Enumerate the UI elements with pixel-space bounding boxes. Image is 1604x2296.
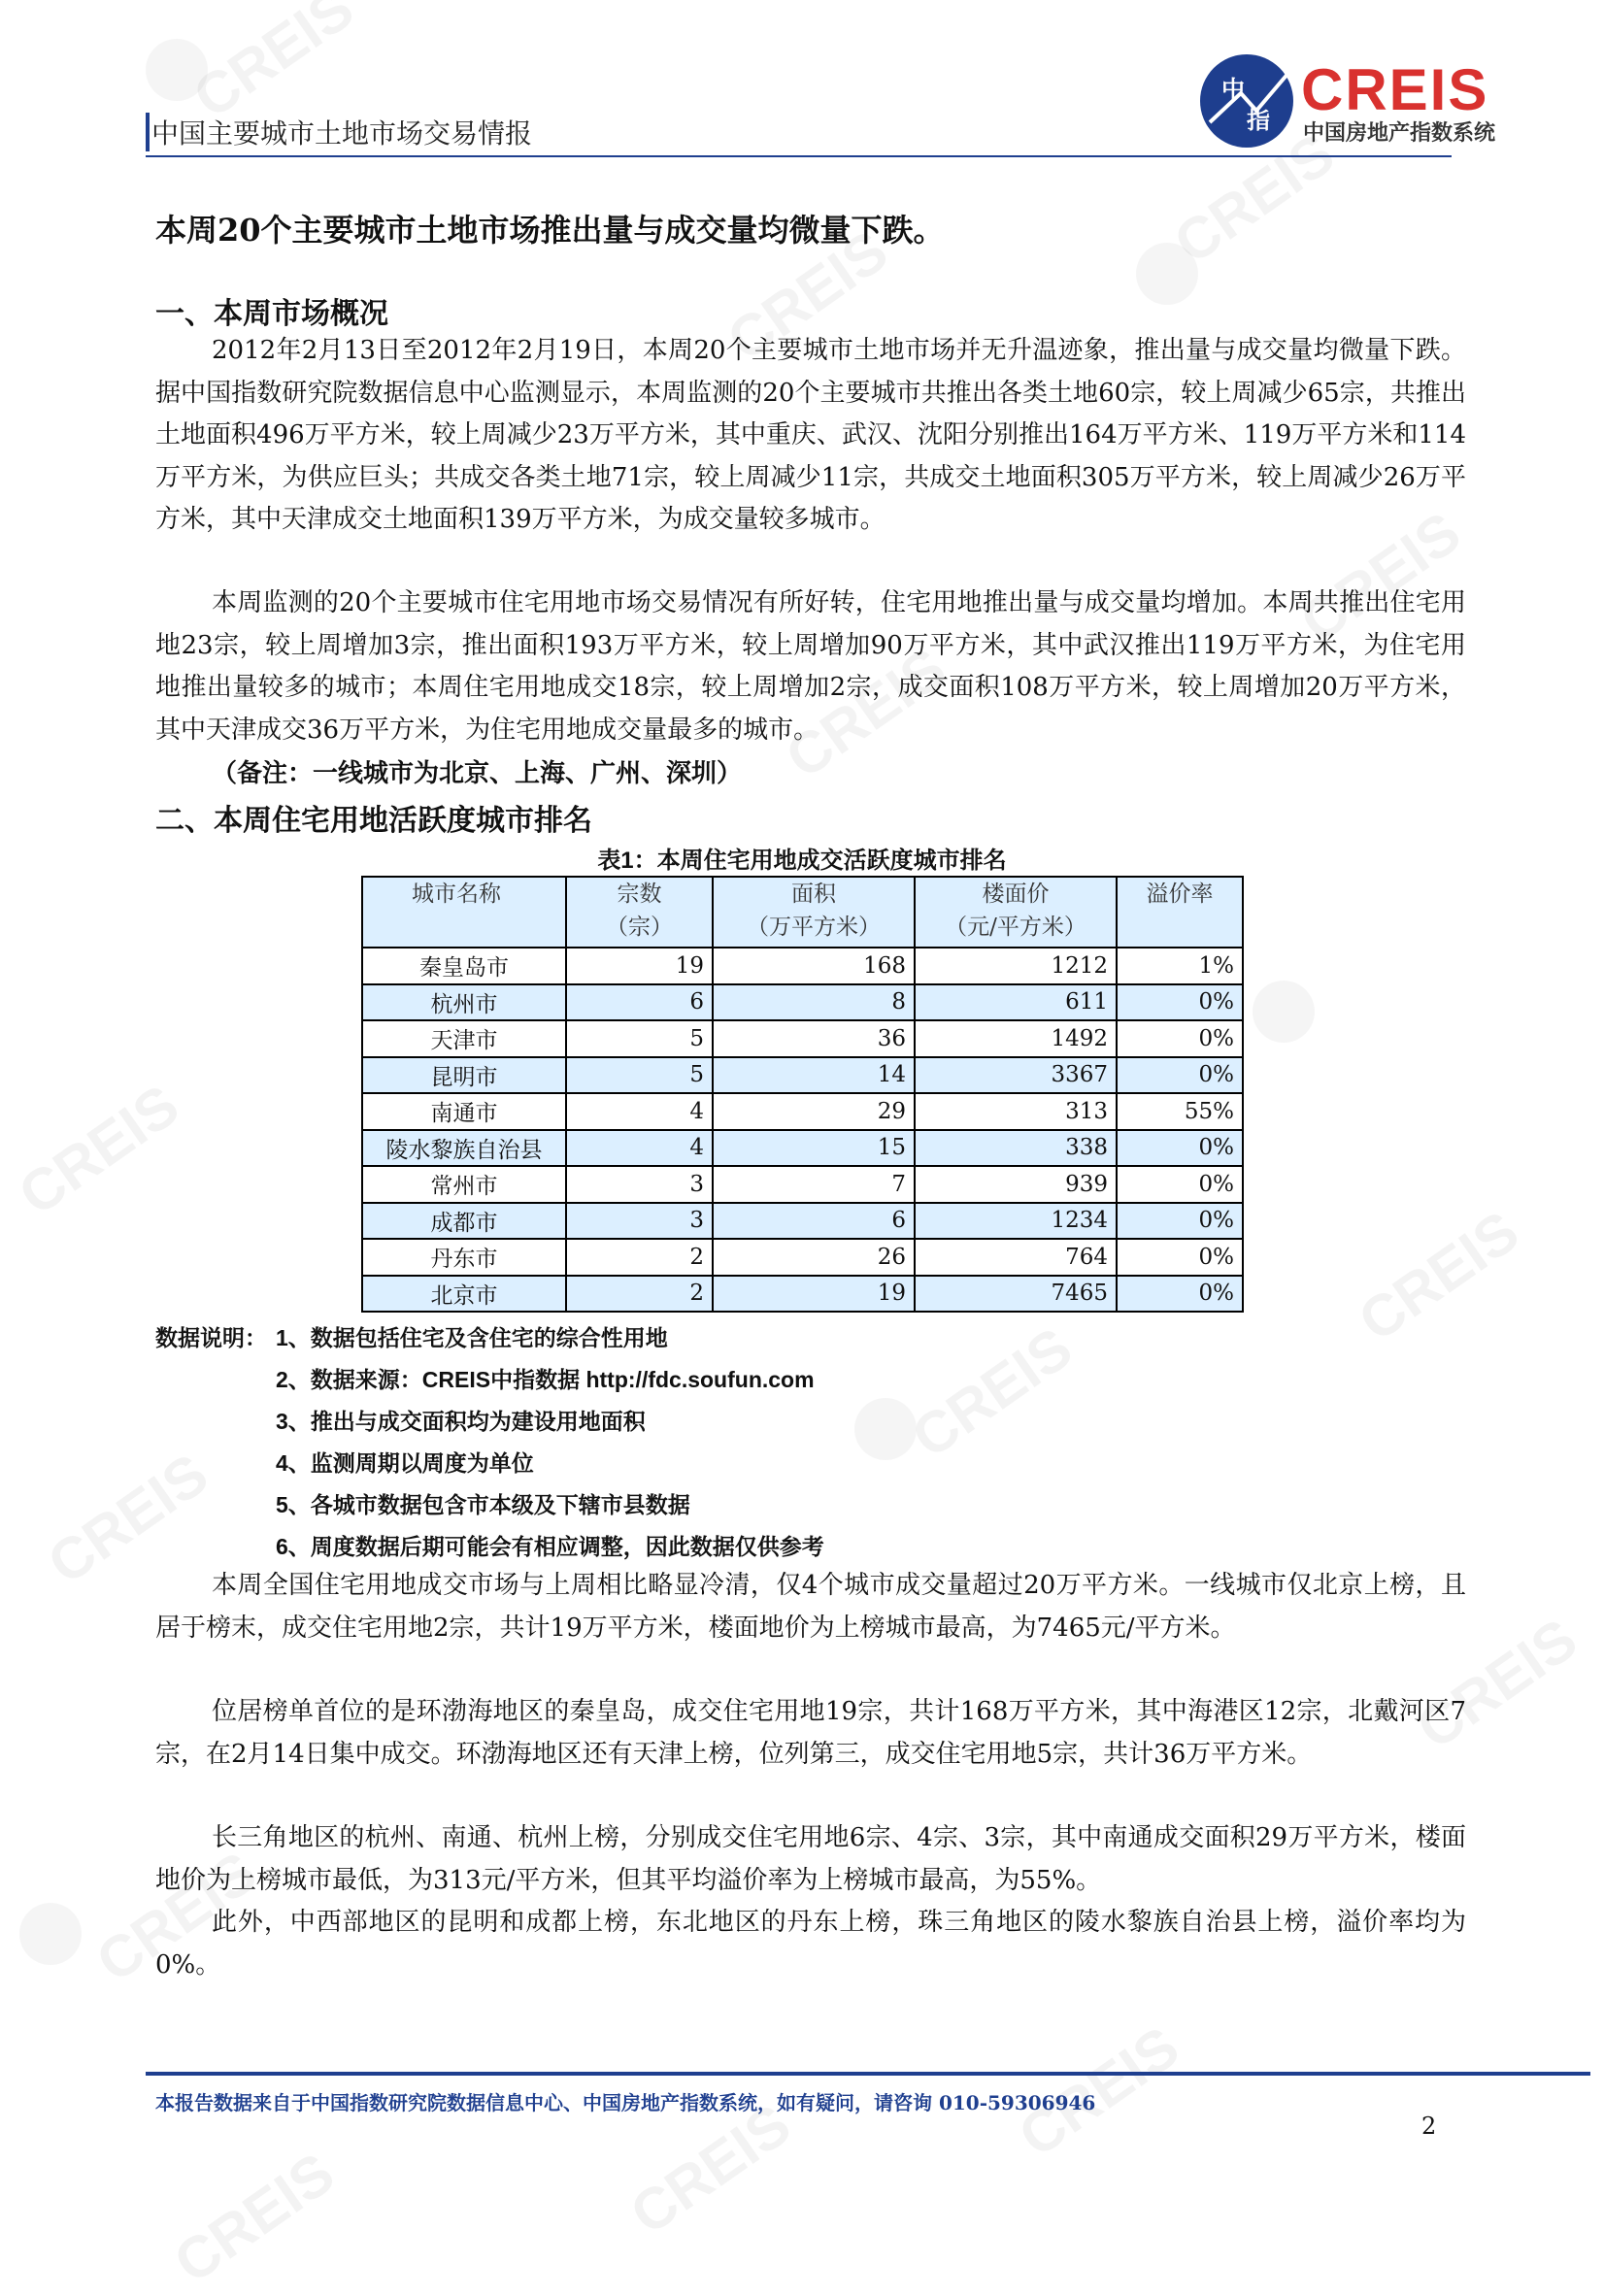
table-cell: 0% xyxy=(1117,984,1243,1021)
column-header: 面积 （万平方米） xyxy=(713,877,915,948)
table-cell: 1234 xyxy=(915,1203,1117,1240)
table-cell: 29 xyxy=(713,1093,915,1130)
city-name-cell: 成都市 xyxy=(362,1203,566,1240)
column-header: 溢价率 xyxy=(1117,877,1243,948)
data-note: 3、推出与成交面积均为建设用地面积 xyxy=(276,1409,646,1434)
watermark-logo-icon xyxy=(146,39,208,101)
column-header: 城市名称 xyxy=(362,877,566,948)
page-number: 2 xyxy=(1421,2113,1437,2140)
table-cell: 19 xyxy=(566,948,713,984)
column-header: 宗数 （宗） xyxy=(566,877,713,948)
table-cell: 0% xyxy=(1117,1130,1243,1167)
city-name-cell: 南通市 xyxy=(362,1093,566,1130)
logo-glyph: 中 xyxy=(1221,75,1245,103)
table-cell: 2 xyxy=(566,1239,713,1276)
table-cell: 3367 xyxy=(915,1057,1117,1094)
logo-wordmark: CREIS xyxy=(1301,57,1489,122)
watermark-logo-icon xyxy=(1136,243,1198,305)
table-row xyxy=(362,948,1243,984)
city-name-cell: 丹东市 xyxy=(362,1239,566,1276)
table-cell: 6 xyxy=(713,1203,915,1240)
table-caption: 表1：本周住宅用地成交活跃度城市排名 xyxy=(597,848,1007,874)
creis-logo xyxy=(1200,50,1520,148)
note-text: （备注：一线城市为北京、上海、广州、深圳） xyxy=(212,759,743,788)
table-row xyxy=(362,1130,1243,1167)
table-cell: 0% xyxy=(1117,1057,1243,1094)
table-cell: 5 xyxy=(566,1057,713,1094)
table-cell: 313 xyxy=(915,1093,1117,1130)
watermark-logo-icon xyxy=(1253,981,1315,1043)
table-cell: 15 xyxy=(713,1130,915,1167)
table-header-row xyxy=(362,877,1243,948)
footer-divider xyxy=(146,2072,1590,2076)
header-accent-bar xyxy=(146,113,150,151)
table-cell: 1% xyxy=(1117,948,1243,984)
data-note: 1、数据包括住宅及含住宅的综合性用地 xyxy=(276,1325,668,1350)
table-cell: 0% xyxy=(1117,1166,1243,1203)
table-cell: 1492 xyxy=(915,1020,1117,1057)
table-cell: 338 xyxy=(915,1130,1117,1167)
table-cell: 7465 xyxy=(915,1276,1117,1313)
table-row xyxy=(362,984,1243,1021)
table-cell: 36 xyxy=(713,1020,915,1057)
table-cell: 3 xyxy=(566,1203,713,1240)
logo-emblem-icon xyxy=(1200,54,1293,148)
city-name-cell: 秦皇岛市 xyxy=(362,948,566,984)
table-cell: 5 xyxy=(566,1020,713,1057)
data-note: 5、各城市数据包含市本级及下辖市县数据 xyxy=(276,1492,690,1517)
table-cell: 2 xyxy=(566,1276,713,1313)
table-row xyxy=(362,1276,1243,1313)
table-cell: 55% xyxy=(1117,1093,1243,1130)
table-cell: 0% xyxy=(1117,1020,1243,1057)
table-cell: 19 xyxy=(713,1276,915,1313)
watermark xyxy=(900,1314,1085,1472)
city-name-cell: 常州市 xyxy=(362,1166,566,1203)
watermark xyxy=(162,2140,347,2296)
section-heading: 二、本周住宅用地活跃度城市排名 xyxy=(155,804,592,838)
logo-subtitle: 中国房地产指数系统 xyxy=(1303,120,1496,145)
table-cell: 611 xyxy=(915,984,1117,1021)
logo-glyph: 指 xyxy=(1247,106,1270,134)
table-cell: 26 xyxy=(713,1239,915,1276)
city-name-cell: 天津市 xyxy=(362,1020,566,1057)
table-cell: 0% xyxy=(1117,1203,1243,1240)
paragraph: 长三角地区的杭州、南通、杭州上榜，分别成交住宅用地6宗、4宗、3宗，其中南通成交面积29万平方米，楼面地价为上榜城市最低，为313元/平方米，但其平均溢价率为上榜城市最高，为55%。 xyxy=(155,1823,1466,1895)
column-header: 楼面价 （元/平方米） xyxy=(915,877,1117,948)
table-row xyxy=(362,1203,1243,1240)
table-cell: 0% xyxy=(1117,1239,1243,1276)
data-note: 6、周度数据后期可能会有相应调整，因此数据仅供参考 xyxy=(276,1534,824,1559)
table-row xyxy=(362,1020,1243,1057)
header-divider xyxy=(146,155,1452,157)
table-row xyxy=(362,1239,1243,1276)
data-note: 2、数据来源：CREIS中指数据 http://fdc.soufun.com xyxy=(276,1367,815,1392)
watermark xyxy=(1347,1198,1531,1355)
table-cell: 7 xyxy=(713,1166,915,1203)
section-heading: 一、本周市场概况 xyxy=(155,297,388,331)
city-name-cell: 杭州市 xyxy=(362,984,566,1021)
city-ranking-table xyxy=(361,876,1244,1313)
table-cell: 3 xyxy=(566,1166,713,1203)
table-cell: 764 xyxy=(915,1239,1117,1276)
table-row xyxy=(362,1093,1243,1130)
report-title: 中国主要城市土地市场交易情报 xyxy=(151,117,533,150)
city-name-cell: 北京市 xyxy=(362,1276,566,1313)
table-cell: 8 xyxy=(713,984,915,1021)
paragraph: 位居榜单首位的是环渤海地区的秦皇岛，成交住宅用地19宗，共计168万平方米，其中海港区12宗，北戴河区7宗，在2月14日集中成交。环渤海地区还有天津上榜，位列第三，成交住宅用地5宗，共计36万平方米。 xyxy=(155,1697,1466,1769)
table-cell: 939 xyxy=(915,1166,1117,1203)
city-name-cell: 陵水黎族自治县 xyxy=(362,1130,566,1167)
table-cell: 1212 xyxy=(915,948,1117,984)
paragraph: 2012年2月13日至2012年2月19日，本周20个主要城市土地市场并无升温迹象，推出量与成交量均微量下跌。据中国指数研究院数据信息中心监测显示，本周监测的20个主要城市共推出各类土地60宗，较上周减少65宗，共推出土地面积496万平方米，较上周减少23万平方米，其中重庆、武汉、沈阳分别推出164万平方米、119万平方米和114万平方米，为供应巨头；共成交各类土地71宗，较上周减少11宗，共成交土地面积305万平方米，较上周减少26万平方米，其中天津成交土地面积139万平方米，为成交量较多城市。 xyxy=(155,336,1466,534)
paragraph: 本周监测的20个主要城市住宅用地市场交易情况有所好转，住宅用地推出量与成交量均增加。本周共推出住宅用地23宗，较上周增加3宗，推出面积193万平方米，较上周增加90万平方米，其中武汉推出119万平方米，为住宅用地推出量较多的城市；本周住宅用地成交18宗，较上周增加2宗，成交面积108万平方米，较上周增加20万平方米，其中天津成交36万平方米，为住宅用地成交量最多的城市。 xyxy=(155,588,1466,745)
table-cell: 0% xyxy=(1117,1276,1243,1313)
table-cell: 4 xyxy=(566,1130,713,1167)
table-cell: 14 xyxy=(713,1057,915,1094)
report-headline: 本周20个主要城市土地市场推出量与成交量均微量下跌。 xyxy=(155,212,945,249)
watermark xyxy=(7,1072,191,1229)
data-note: 4、监测周期以周度为单位 xyxy=(276,1450,534,1476)
paragraph: 本周全国住宅用地成交市场与上周相比略显冷清，仅4个城市成交量超过20万平方米。一线城市仅北京上榜，且居于榜末，成交住宅用地2宗，共计19万平方米，楼面地价为上榜城市最高，为7465元/平方米。 xyxy=(155,1571,1466,1643)
table-cell: 6 xyxy=(566,984,713,1021)
footer-source: 本报告数据来自于中国指数研究院数据信息中心、中国房地产指数系统，如有疑问，请咨询 010-59306946 xyxy=(155,2091,1096,2114)
data-notes-label: 数据说明： xyxy=(155,1325,267,1350)
table-cell: 4 xyxy=(566,1093,713,1130)
watermark-logo-icon xyxy=(19,1903,82,1965)
city-name-cell: 昆明市 xyxy=(362,1057,566,1094)
table-row xyxy=(362,1057,1243,1094)
paragraph: 此外，中西部地区的昆明和成都上榜，东北地区的丹东上榜，珠三角地区的陵水黎族自治县上榜，溢价率均为0%。 xyxy=(155,1908,1466,1980)
table-row xyxy=(362,1166,1243,1203)
table-cell: 168 xyxy=(713,948,915,984)
watermark-logo-icon xyxy=(854,1398,917,1460)
